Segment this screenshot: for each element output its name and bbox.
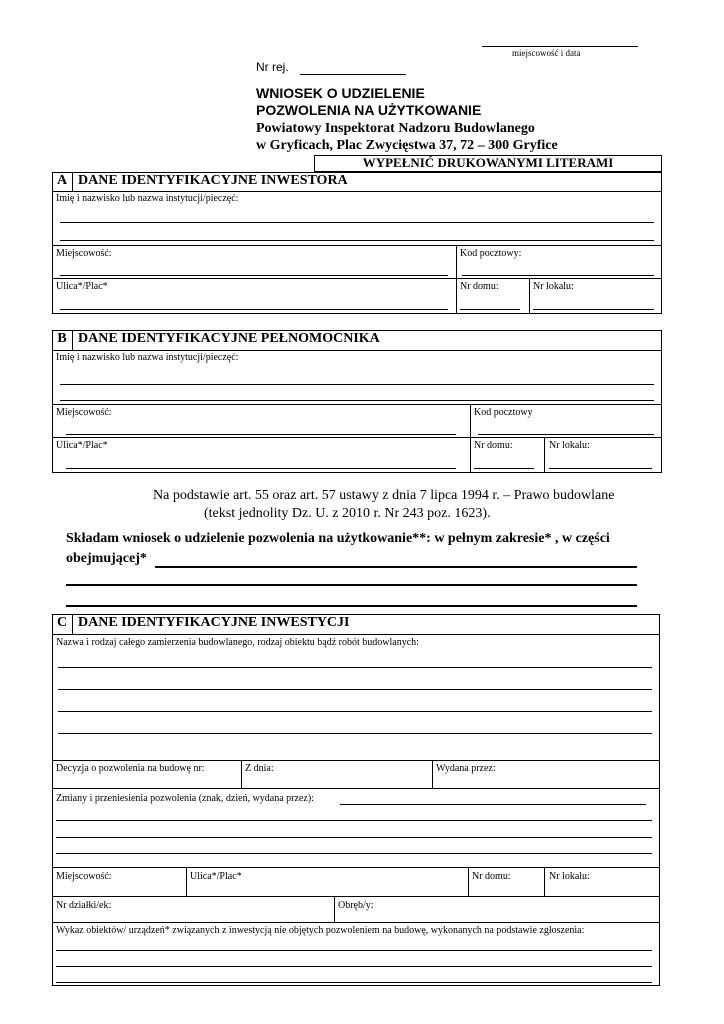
investor-name-field-2[interactable] [60, 240, 654, 241]
investment-street-label[interactable]: Ulica*/Plac* [190, 871, 242, 882]
fill-instruction: WYPEŁNIĆ DRUKOWANYMI LITERAMI [362, 155, 614, 170]
request-line1: Składam wniosek o udzielenie pozwolenia na użytkowanie**: w pełnym zakresie* , w części [66, 531, 610, 546]
proxy-house-label: Nr domu: [474, 440, 513, 451]
objects-field-3[interactable] [56, 982, 652, 983]
issued-by-label[interactable]: Wydana przez: [436, 763, 496, 774]
precinct-label[interactable]: Obręb/y: [338, 900, 374, 911]
investor-house-field[interactable] [460, 309, 520, 310]
section-a-letter: A [56, 173, 68, 188]
authority-line1: Powiatowy Inspektorat Nadzoru Budowlanego [256, 121, 535, 136]
place-date-label: miejscowość i data [512, 48, 581, 58]
section-c-letter: C [56, 615, 68, 630]
project-field-1[interactable] [58, 667, 652, 668]
investor-postal-field[interactable] [462, 275, 654, 276]
decision-date-label[interactable]: Z dnia: [245, 763, 274, 774]
proxy-postal-field[interactable] [478, 434, 654, 435]
proxy-city-label: Miejscowość: [56, 407, 112, 418]
investment-city-label[interactable]: Miejscowość: [56, 871, 112, 882]
form-title-line2: POZWOLENIA NA UŻYTKOWANIE [256, 102, 482, 118]
investor-city-label: Miejscowość: [56, 248, 112, 259]
section-c-title: DANE IDENTYFIKACYJNE INWESTYCJI [78, 615, 350, 630]
form-title-line1: WNIOSEK O UDZIELENIE [256, 85, 425, 101]
changes-field-1[interactable] [340, 804, 646, 805]
proxy-name-field-1[interactable] [60, 384, 654, 385]
authority-line2: w Gryficach, Plac Zwycięstwa 37, 72 – 300 Gryfice [256, 138, 558, 153]
investor-city-field[interactable] [60, 275, 448, 276]
place-date-line[interactable] [482, 46, 638, 47]
proxy-city-field[interactable] [66, 434, 456, 435]
investor-flat-field[interactable] [533, 309, 654, 310]
partial-scope-field-2[interactable] [66, 584, 637, 586]
project-field-3[interactable] [58, 711, 652, 712]
section-b-title: DANE IDENTYFIKACYJNE PEŁNOMOCNIKA [78, 331, 380, 346]
proxy-flat-field[interactable] [549, 468, 652, 469]
project-field-2[interactable] [58, 689, 652, 690]
proxy-name-field-2[interactable] [60, 400, 654, 401]
proxy-house-field[interactable] [474, 468, 534, 469]
objects-field-1[interactable] [56, 950, 652, 951]
proxy-flat-label: Nr lokalu: [549, 440, 590, 451]
changes-field-3[interactable] [56, 837, 652, 838]
proxy-name-label: Imię i nazwisko lub nazwa instytucji/pieczęć: [56, 352, 239, 363]
objects-label: Wykaz obiektów/ urządzeń* związanych z inwestycją nie objętych pozwoleniem na budowę, wykonanych na podstawie zgłoszenia: [56, 925, 585, 936]
proxy-postal-label: Kod pocztowy [474, 407, 533, 418]
legal-basis-line2: (tekst jednolity Dz. U. z 2010 r. Nr 243 poz. 1623). [204, 506, 491, 521]
partial-scope-field-3[interactable] [66, 605, 637, 607]
project-field-4[interactable] [58, 733, 652, 734]
project-label: Nazwa i rodzaj całego zamierzenia budowlanego, rodzaj obiektu bądź robót budowlanych: [56, 637, 419, 648]
decision-label[interactable]: Decyzja o pozwolenia na budowę nr: [56, 763, 205, 774]
request-line2: obejmującej* [66, 551, 147, 566]
proxy-street-field[interactable] [66, 468, 456, 469]
investor-name-label: Imię i nazwisko lub nazwa instytucji/pieczęć: [56, 193, 239, 204]
section-b-letter: B [57, 331, 67, 346]
investor-postal-label: Kod pocztowy: [460, 248, 522, 259]
objects-field-2[interactable] [56, 966, 652, 967]
investor-street-label: Ulica*/Plac* [56, 281, 108, 292]
changes-field-4[interactable] [56, 853, 652, 854]
investor-house-label: Nr domu: [460, 281, 499, 292]
reg-no-field[interactable] [300, 74, 406, 75]
changes-field-2[interactable] [56, 820, 652, 821]
investor-street-field[interactable] [60, 309, 448, 310]
partial-scope-field-1[interactable] [155, 566, 637, 568]
investor-flat-label: Nr lokalu: [533, 281, 574, 292]
proxy-street-label: Ulica*/Plac* [56, 440, 108, 451]
reg-no-label: Nr rej. [256, 60, 289, 74]
legal-basis-line1: Na podstawie art. 55 oraz art. 57 ustawy z dnia 7 lipca 1994 r. – Prawo budowlane [153, 488, 615, 503]
changes-label: Zmiany i przeniesienia pozwolenia (znak, dzień, wydana przez): [56, 793, 314, 804]
investment-flat-label[interactable]: Nr lokalu: [549, 871, 590, 882]
plot-label[interactable]: Nr działki/ek: [56, 900, 112, 911]
investor-name-field-1[interactable] [60, 222, 654, 223]
investment-house-label[interactable]: Nr domu: [472, 871, 511, 882]
section-a-title: DANE IDENTYFIKACYJNE INWESTORA [78, 173, 348, 188]
